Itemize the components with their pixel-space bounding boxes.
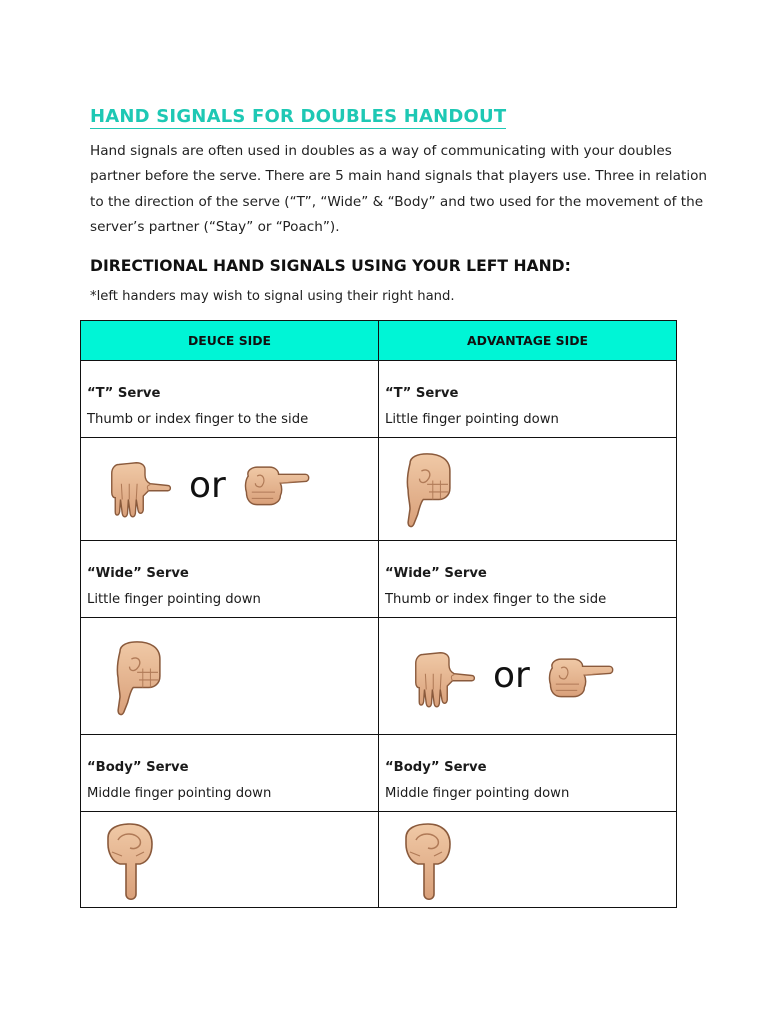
serve-signal-description: Thumb or index finger to the side [385, 592, 607, 607]
table-row [81, 812, 677, 908]
deuce-body-serve-cell [81, 735, 379, 812]
intro-line: Hand signals are often used in doubles as a way of communicating with your doubles [90, 143, 672, 159]
advantage-t-serve-cell [379, 361, 677, 438]
table-row [81, 735, 677, 812]
serve-name: “Body” Serve [87, 760, 189, 775]
serve-name: “Wide” Serve [385, 566, 487, 581]
deuce-body-serve-images [81, 812, 379, 908]
index-point-side-icon [543, 652, 615, 702]
serve-signal-description: Little finger pointing down [385, 412, 559, 427]
table-header-row [81, 321, 677, 361]
middle-finger-down-icon [397, 822, 459, 902]
advantage-t-serve-images [379, 438, 677, 541]
serve-signal-description: Middle finger pointing down [385, 786, 570, 801]
intro-line: server’s partner (“Stay” or “Poach”). [90, 218, 340, 235]
serve-signal-description: Middle finger pointing down [87, 786, 272, 801]
header-deuce-side: DEUCE SIDE [81, 321, 379, 361]
page-title: HAND SIGNALS FOR DOUBLES HANDOUT [90, 106, 507, 127]
serve-name: “Wide” Serve [87, 566, 189, 581]
header-advantage-side: ADVANTAGE SIDE [379, 321, 677, 361]
table-row [81, 618, 677, 735]
or-label: or [493, 655, 530, 696]
thumb-side-icon [407, 646, 477, 712]
advantage-body-serve-images [379, 812, 677, 908]
intro-paragraph [90, 139, 708, 240]
table-row [81, 361, 677, 438]
hand-signals-table [80, 320, 677, 908]
table-row [81, 438, 677, 541]
advantage-wide-serve-cell [379, 541, 677, 618]
deuce-wide-serve-images [81, 618, 379, 735]
serve-name: “T” Serve [87, 386, 161, 401]
advantage-body-serve-cell [379, 735, 677, 812]
section-heading: DIRECTIONAL HAND SIGNALS USING YOUR LEFT HAND: [90, 257, 571, 275]
deuce-wide-serve-cell [81, 541, 379, 618]
intro-line: partner before the serve. There are 5 main hand signals that players use. Three in relation [90, 168, 708, 185]
table-row [81, 541, 677, 618]
serve-name: “Body” Serve [385, 760, 487, 775]
little-finger-down-icon [109, 640, 169, 716]
serve-name: “T” Serve [385, 386, 459, 401]
serve-signal-description: Thumb or index finger to the side [87, 412, 309, 427]
deuce-t-serve-cell [81, 361, 379, 438]
intro-line: to the direction of the serve (“T”, “Wide” & “Body” and two used for the movement of the [90, 193, 704, 210]
thumb-side-icon [103, 456, 173, 522]
advantage-wide-serve-images [379, 618, 677, 735]
little-finger-down-icon [399, 452, 459, 528]
deuce-t-serve-images [81, 438, 379, 541]
or-label: or [189, 465, 226, 506]
left-hander-note: *left handers may wish to signal using their right hand. [90, 289, 455, 304]
index-point-side-icon [239, 460, 311, 510]
serve-signal-description: Little finger pointing down [87, 592, 261, 607]
middle-finger-down-icon [99, 822, 161, 902]
